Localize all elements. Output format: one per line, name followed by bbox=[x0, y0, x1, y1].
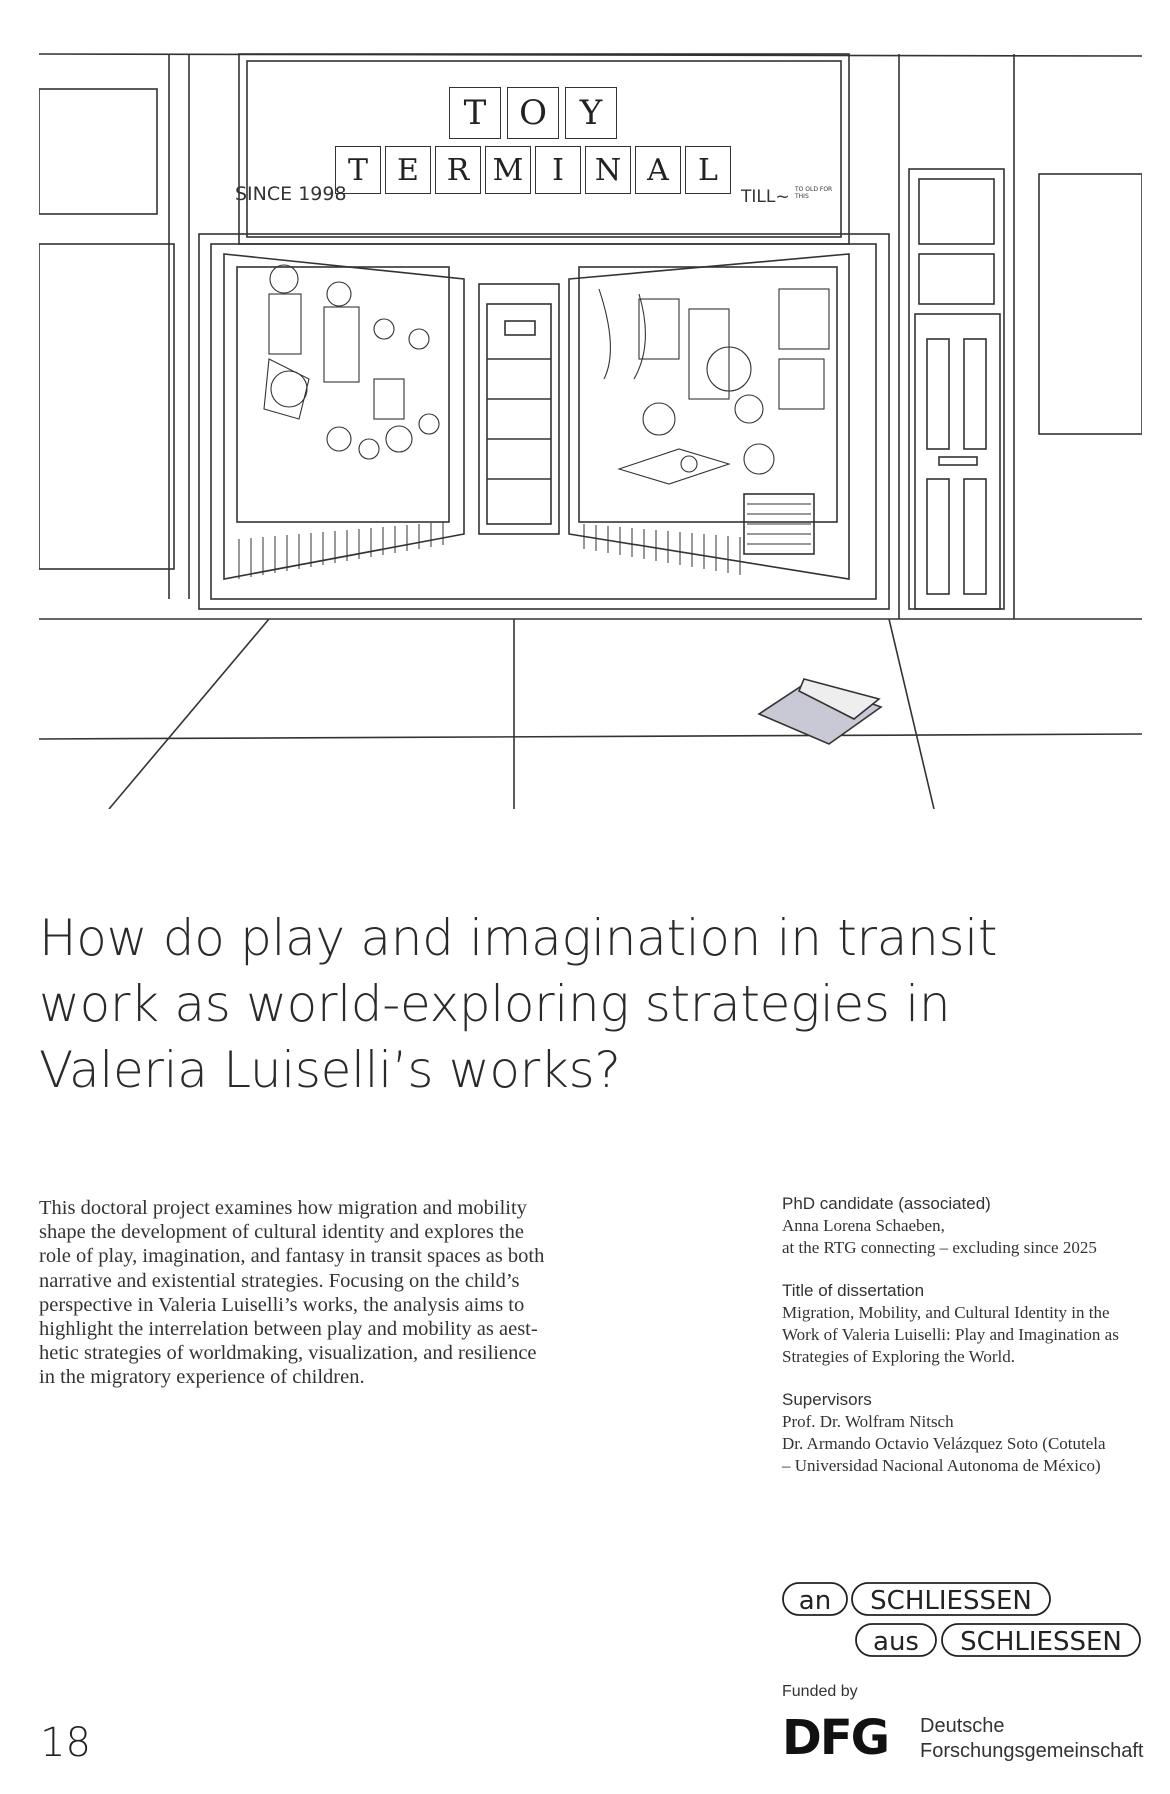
abstract-line: shape the development of cultural identity and explores the bbox=[39, 1221, 525, 1244]
dissertation-title-block bbox=[782, 1280, 1162, 1368]
supervisors-block bbox=[782, 1389, 1162, 1477]
abstract-line: This doctoral project examines how migration and mobility bbox=[39, 1197, 527, 1219]
sign-till: TILL~ bbox=[741, 187, 790, 207]
abstract-line: narrative and existential strategies. Focusing on the child’s bbox=[39, 1269, 520, 1292]
page-number: 18 bbox=[40, 1720, 91, 1766]
dfg-mark: DFG bbox=[782, 1712, 889, 1762]
logo-word-an: an bbox=[798, 1586, 832, 1616]
page-headline bbox=[39, 905, 1039, 1103]
sign-block: E bbox=[385, 146, 431, 194]
candidate-line: Anna Lorena Schaeben, bbox=[782, 1216, 945, 1235]
logo-word-schliessen-1: SCHLIESSEN bbox=[870, 1586, 1032, 1616]
project-abstract bbox=[39, 1196, 619, 1390]
sign-till-small: TO OLD FOR THIS bbox=[795, 186, 833, 200]
dissertation-title-line: Strategies of Exploring the World. bbox=[782, 1347, 1015, 1366]
anschliessen-ausschliessen-logo bbox=[782, 1580, 1142, 1660]
headline-line: How do play and imagination in transit bbox=[39, 909, 998, 967]
sign-block: Y bbox=[565, 87, 617, 139]
dfg-logo bbox=[782, 1712, 902, 1762]
sign-block: T bbox=[335, 146, 381, 194]
dissertation-title-line: Migration, Mobility, and Cultural Identity in the bbox=[782, 1303, 1110, 1322]
sign-block: R bbox=[435, 146, 481, 194]
headline-line: Valeria Luiselli’s works? bbox=[39, 1041, 621, 1099]
supervisor-line: Prof. Dr. Wolfram Nitsch bbox=[782, 1412, 954, 1431]
sign-block: O bbox=[507, 87, 559, 139]
sign-letters-top bbox=[449, 87, 617, 139]
abstract-line: hetic strategies of worldmaking, visualization, and resilience bbox=[39, 1342, 537, 1365]
sign-block: N bbox=[585, 146, 631, 194]
toy-terminal-illustration bbox=[39, 39, 1142, 809]
abstract-line: in the migratory experience of children. bbox=[39, 1366, 365, 1389]
candidate-line: at the RTG connecting – excluding since 2025 bbox=[782, 1238, 1097, 1257]
dfg-name bbox=[920, 1714, 1143, 1764]
dissertation-title-label: Title of dissertation bbox=[782, 1281, 925, 1300]
project-meta bbox=[782, 1193, 1162, 1498]
logo-word-schliessen-2: SCHLIESSEN bbox=[960, 1627, 1122, 1657]
funded-by-label: Funded by bbox=[782, 1683, 858, 1700]
sign-block: T bbox=[449, 87, 501, 139]
dissertation-title-line: Work of Valeria Luiselli: Play and Imagination as bbox=[782, 1325, 1119, 1344]
logo-word-aus: aus bbox=[873, 1627, 919, 1657]
sign-block: I bbox=[535, 146, 581, 194]
sign-block: L bbox=[685, 146, 731, 194]
abstract-line: role of play, imagination, and fantasy in transit spaces as both bbox=[39, 1245, 545, 1268]
supervisor-line: Dr. Armando Octavio Velázquez Soto (Cotutela bbox=[782, 1434, 1106, 1453]
supervisor-line: – Universidad Nacional Autonoma de México) bbox=[782, 1456, 1101, 1475]
candidate-block bbox=[782, 1193, 1162, 1259]
sign-block: M bbox=[485, 146, 531, 194]
headline-line: work as world-exploring strategies in bbox=[39, 975, 951, 1033]
sign-block: A bbox=[635, 146, 681, 194]
sign-since: SINCE 1998 bbox=[235, 183, 347, 205]
supervisors-label: Supervisors bbox=[782, 1390, 872, 1409]
abstract-line: highlight the interrelation between play and mobility as aest- bbox=[39, 1318, 538, 1341]
sign-letters-bottom bbox=[335, 146, 731, 194]
abstract-line: perspective in Valeria Luiselli’s works, the analysis aims to bbox=[39, 1293, 525, 1316]
dfg-name-line: Deutsche bbox=[920, 1715, 1005, 1737]
dfg-name-line: Forschungsgemeinschaft bbox=[920, 1740, 1144, 1762]
candidate-label: PhD candidate (associated) bbox=[782, 1194, 991, 1213]
